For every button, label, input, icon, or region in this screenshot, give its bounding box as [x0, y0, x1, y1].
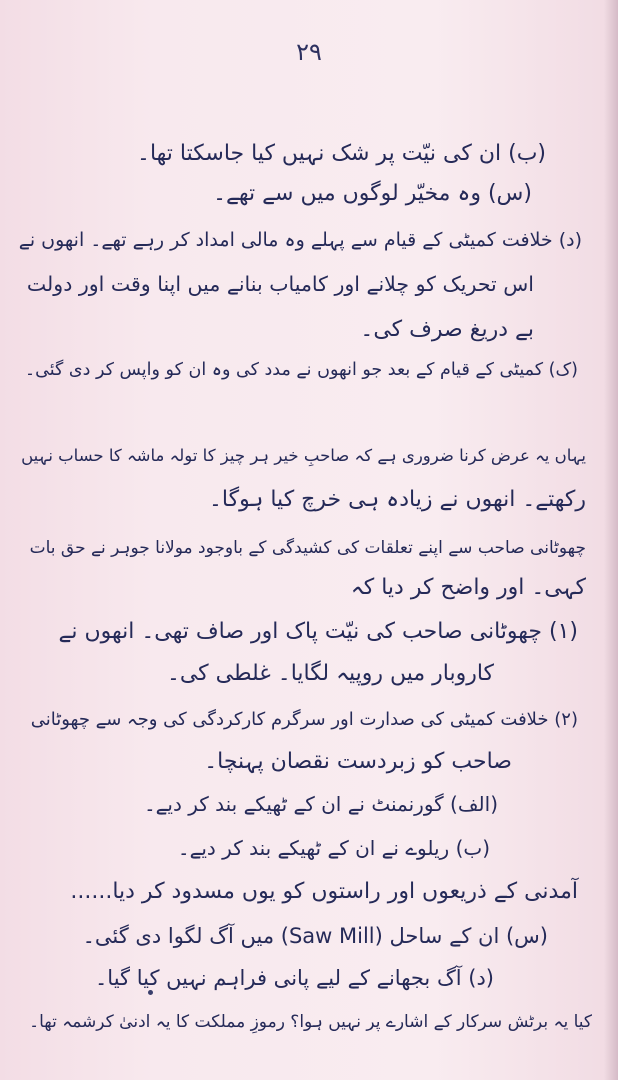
text-line-11: (۱) چھوٹانی صاحب کی نیّت پاک اور صاف تھی۔ انھوں نے: [58, 619, 578, 644]
text-line-20: کیا یہ برٹش سرکار کے اشارے پر نہیں ہوا؟ رموزِ مملکت کا یہ ادنیٰ کرشمہ تھا۔: [29, 1012, 592, 1032]
text-line-19: (د) آگ بجھانے کے لیے پانی فراہم نہیں کیا گیا۔: [95, 966, 494, 990]
text-line-4: اس تحریک کو چلانے اور کامیاب بنانے میں اپنا وقت اور دولت: [26, 272, 534, 296]
ink-dot: [148, 990, 153, 995]
text-line-8: رکھتے۔ انھوں نے زیادہ ہی خرچ کیا ہوگا۔: [209, 487, 586, 512]
text-line-9: چھوٹانی صاحب سے اپنے تعلقات کی کشیدگی کے باوجود مولانا جوہر نے حق بات: [29, 538, 586, 558]
text-line-14: صاحب کو زبردست نقصان پہنچا۔: [204, 749, 512, 774]
text-line-1: (ب) ان کی نیّت پر شک نہیں کیا جاسکتا تھا۔: [137, 141, 546, 166]
text-line-3: (د) خلافت کمیٹی کے قیام سے پہلے وہ مالی امداد کر رہے تھے۔ انھوں نے: [18, 229, 582, 251]
page-number: ۲۹: [296, 38, 322, 66]
text-line-16: (ب) ریلوے نے ان کے ٹھیکے بند کر دیے۔: [177, 836, 490, 860]
text-line-6: (ک) کمیٹی کے قیام کے بعد جو انھوں نے مدد کی وہ ان کو واپس کر دی گئی۔: [24, 360, 578, 380]
text-line-10: کہی۔ اور واضح کر دیا کہ: [350, 575, 586, 600]
text-line-12: کاروبار میں روپیہ لگایا۔ غلطی کی۔: [166, 661, 494, 686]
text-line-18: (س) ان کے ساحل (Saw Mill) میں آگ لگوا دی گئی۔: [82, 924, 548, 948]
text-line-17: آمدنی کے ذریعوں اور راستوں کو یوں مسدود کر دیا......: [70, 879, 578, 904]
text-line-13: (۲) خلافت کمیٹی کی صدارت اور سرگرم کارکردگی کی وجہ سے چھوٹانی: [30, 709, 578, 730]
text-line-5: بے دریغ صرف کی۔: [360, 317, 534, 342]
page-edge-shadow: [604, 0, 618, 1080]
text-line-15: (الف) گورنمنٹ نے ان کے ٹھیکے بند کر دیے۔: [143, 792, 498, 816]
text-line-7: یہاں یہ عرض کرنا ضروری ہے کہ صاحبِ خیر ہر چیز کا تولہ ماشہ کا حساب نہیں: [21, 446, 586, 465]
text-line-2: (س) وہ مخیّر لوگوں میں سے تھے۔: [213, 181, 532, 206]
